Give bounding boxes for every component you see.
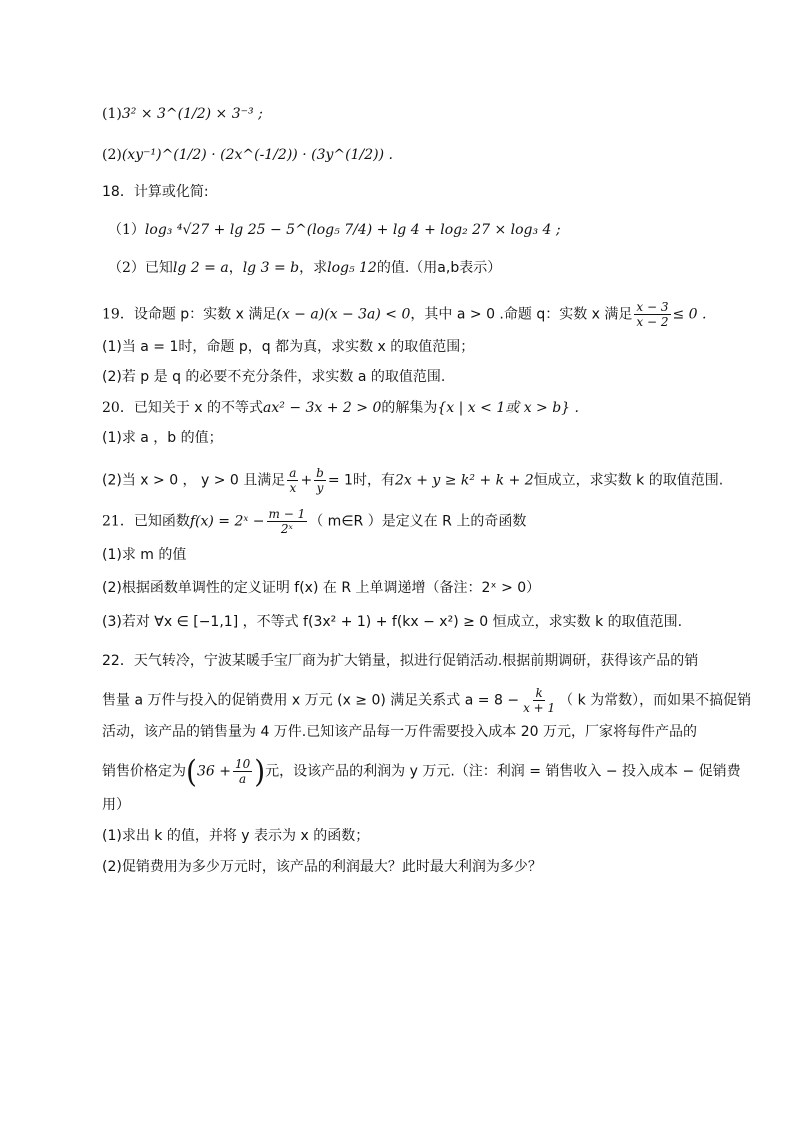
math-expression: lg 3 = b bbox=[242, 260, 300, 276]
fraction: $\frac{a}{x}$ bbox=[289, 466, 297, 495]
math-expression: {x | x < 1或 x > b} . bbox=[437, 400, 579, 416]
text: (2)当 x > 0 ， y > 0 且满足 bbox=[102, 472, 286, 489]
text: 的解集为 bbox=[381, 400, 438, 416]
problem-17-part-2 bbox=[102, 145, 393, 165]
problem-number: 20． bbox=[102, 400, 134, 416]
text: 22．天气转冷，宁波某暖手宝厂商为扩大销量，拟进行促销活动.根据前期调研，获得该产品的销 bbox=[102, 653, 699, 669]
problem-19-stem bbox=[102, 300, 707, 329]
problem-21-stem bbox=[102, 507, 526, 536]
problem-18-part-2: （2）已知lg 2 = a，lg 3 = b，求log₅ 12的值.（用a,b表示） bbox=[108, 260, 502, 276]
part-label: (2) bbox=[102, 147, 122, 163]
text: （ m∈R ）是定义在 R 上的奇函数 bbox=[309, 513, 527, 530]
problem-number: 19． bbox=[102, 306, 134, 323]
fraction: $\frac{m - 1}{\text{2ˣ}}$ bbox=[268, 507, 306, 536]
fraction: $\frac{10}{a}$ bbox=[234, 757, 251, 786]
math-expression: f(x) = 2ˣ − bbox=[189, 513, 265, 530]
math-expression: log₅ 12 bbox=[327, 260, 377, 276]
math-expression: ≤ 0 . bbox=[672, 306, 707, 323]
problem-20-stem bbox=[102, 398, 579, 418]
problem-22-line-4: 销售价格定为(36 + $\frac{10}{a}$ )元，设该产品的利润为 y 万元.（注：利润 = 销售收入 − 投入成本 − 促销费 bbox=[102, 752, 741, 790]
problem-22-part-2 bbox=[102, 857, 542, 877]
problem-18-title bbox=[102, 182, 209, 202]
text: (2)若 p 是 q 的必要不充分条件，求实数 a 的取值范围. bbox=[102, 369, 446, 385]
text: 销售价格定为 bbox=[102, 763, 186, 780]
problem-21-part-2 bbox=[102, 578, 540, 598]
text: ，求 bbox=[299, 260, 328, 276]
problem-21-part-1 bbox=[102, 545, 186, 565]
text: (3)若对 ∀x ∈ [−1,1] ，不等式 f(3x² + 1) + f(kx − x²) ≥ 0 恒成立，求实数 k 的取值范围. bbox=[102, 614, 683, 630]
problem-number: 21． bbox=[102, 513, 134, 530]
math-expression: 3² × 3^(1/2) × 3⁻³ ; bbox=[121, 106, 263, 122]
problem-22-line-1 bbox=[102, 651, 698, 671]
fraction: $\frac{k}{x + 1}$ bbox=[523, 686, 556, 715]
problem-22-line-3 bbox=[102, 722, 697, 742]
text: (1)求出 k 的值，并将 y 表示为 x 的函数； bbox=[102, 828, 370, 844]
problem-19-part-2 bbox=[102, 367, 445, 387]
text: 恒成立，求实数 k 的取值范围. bbox=[533, 472, 724, 489]
text: 售量 a 万件与投入的促销费用 x 万元 (x ≥ 0) 满足关系式 a = 8 − bbox=[102, 692, 520, 709]
problem-22-line-2 bbox=[102, 686, 751, 715]
text: 已知关于 x 的不等式 bbox=[133, 400, 264, 416]
problem-18-part-1 bbox=[108, 220, 561, 240]
math-expression: 36 + bbox=[196, 763, 231, 780]
problem-17-part-1 bbox=[102, 104, 263, 124]
part-label: (1) bbox=[102, 106, 122, 122]
text: 设命题 p：实数 x 满足 bbox=[133, 306, 277, 323]
text: (1)当 a = 1时，命题 p，q 都为真，求实数 x 的取值范围； bbox=[102, 339, 475, 355]
part-label: （2） bbox=[108, 260, 145, 276]
problem-19-part-1 bbox=[102, 337, 474, 357]
text: (1)求 m 的值 bbox=[102, 547, 187, 563]
text: 用） bbox=[102, 797, 130, 813]
text: 的值.（用a,b表示） bbox=[376, 260, 502, 276]
math-expression: log₃ ⁴√27 + lg 25 − 5^(log₅ 7/4) + lg 4 + log₂ 27 × log₃ 4 ; bbox=[144, 222, 561, 238]
problem-title: 18．计算或化简: bbox=[102, 184, 209, 200]
text: 已知函数 bbox=[133, 513, 190, 530]
part-label: （1） bbox=[108, 222, 145, 238]
problem-21-part-3 bbox=[102, 612, 682, 632]
text: 活动，该产品的销售量为 4 万件.已知该产品每一万件需要投入成本 20 万元，厂家将每件产品的 bbox=[102, 724, 697, 740]
problem-20-part-2: (2)当 x > 0 ， y > 0 且满足 $\frac{a}{x}$ + $\frac{b}{y}$ = 1时，有2x + y ≥ k² + k + 2恒成立，求实数 k 的取值范围. bbox=[102, 466, 724, 495]
problem-22-part-1 bbox=[102, 826, 369, 846]
math-expression: lg 2 = a bbox=[172, 260, 229, 276]
fraction: $\frac{x - 3}{x - 2}$ bbox=[636, 300, 669, 329]
text: 元，设该产品的利润为 y 万元.（注：利润 = 销售收入 − 投入成本 − 促销费 bbox=[265, 763, 741, 780]
text: (2)根据函数单调性的定义证明 f(x) 在 R 上单调递增（备注：2ˣ > 0） bbox=[102, 580, 541, 596]
text: 已知 bbox=[144, 260, 173, 276]
math-expression: (xy⁻¹)^(1/2) · (2x^(-1/2)) · (3y^(1/2)) . bbox=[121, 147, 393, 163]
text: （ k 为常数），而如果不搞促销 bbox=[559, 692, 752, 709]
text: = 1时，有 bbox=[327, 472, 395, 489]
fraction: $\frac{b}{y}$ bbox=[316, 466, 324, 495]
problem-20-part-1 bbox=[102, 428, 223, 448]
math-expression: ax² − 3x + 2 > 0 bbox=[263, 400, 382, 416]
text: ，其中 a > 0 .命题 q：实数 x 满足 bbox=[410, 306, 633, 323]
problem-22-line-5 bbox=[102, 795, 130, 815]
math-expression: 2x + y ≥ k² + k + 2 bbox=[394, 472, 534, 489]
text: (1)求 a ，b 的值； bbox=[102, 430, 223, 446]
text: (2)促销费用为多少万元时，该产品的利润最大？此时最大利润为多少？ bbox=[102, 859, 542, 875]
math-expression: (x − a)(x − 3a) < 0 bbox=[276, 306, 411, 323]
